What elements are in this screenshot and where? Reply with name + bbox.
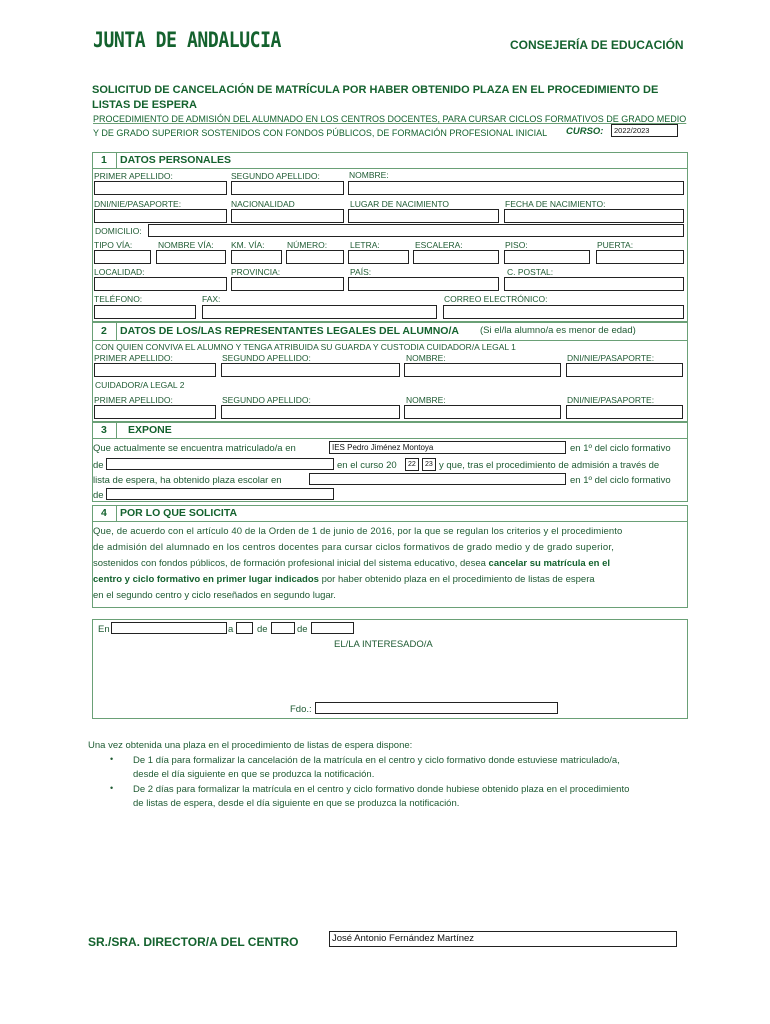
section2-number: 2 bbox=[101, 325, 107, 337]
km-via-label: KM. VÍA: bbox=[231, 240, 265, 250]
guardian1-label: CON QUIEN CONVIVA EL ALUMNO Y TENGA ATRIBUIDA SU GUARDA Y CUSTODIA CUIDADOR/A LEGAL 1 bbox=[95, 342, 516, 352]
nacionalidad-field[interactable] bbox=[231, 209, 344, 223]
lugar-nacimiento-label: LUGAR DE NACIMIENTO bbox=[350, 199, 450, 209]
g2-segundo-apellido-label: SEGUNDO APELLIDO: bbox=[222, 395, 311, 405]
sign-place-field[interactable] bbox=[111, 622, 227, 634]
form-title-line1: SOLICITUD DE CANCELACIÓN DE MATRÍCULA POR HABER OBTENIDO PLAZA EN EL PROCEDIMIENTO DE bbox=[92, 84, 659, 96]
localidad-field[interactable] bbox=[94, 277, 227, 291]
expone-line2-b: en el curso 20 bbox=[337, 460, 397, 471]
segundo-apellido-label: SEGUNDO APELLIDO: bbox=[231, 171, 320, 181]
lugar-nacimiento-field[interactable] bbox=[348, 209, 499, 223]
nacionalidad-label: NACIONALIDAD bbox=[231, 199, 295, 209]
footer-b2-l1: De 2 días para formalizar la matrícula en el centro y ciclo formativo donde hubiese obtenido plaza en el procedimiento bbox=[133, 784, 630, 795]
expone-line3-a: lista de espera, ha obtenido plaza escolar en bbox=[93, 475, 282, 486]
centro-actual-field[interactable]: IES Pedro Jiménez Montoya bbox=[329, 441, 566, 454]
sign-de2-label: de bbox=[297, 624, 308, 635]
g1-nombre-field[interactable] bbox=[404, 363, 561, 377]
g1-dni-field[interactable] bbox=[566, 363, 683, 377]
letra-field[interactable] bbox=[348, 250, 409, 264]
fdo-label: Fdo.: bbox=[290, 704, 312, 715]
numero-field[interactable] bbox=[286, 250, 344, 264]
sign-de1-label: de bbox=[257, 624, 268, 635]
solicita-p5: en el segundo centro y ciclo reseñados en segundo lugar. bbox=[93, 590, 336, 601]
director-label: SR./SRA. DIRECTOR/A DEL CENTRO bbox=[88, 935, 299, 949]
g1-segundo-apellido-label: SEGUNDO APELLIDO: bbox=[222, 353, 311, 363]
solicita-p3-a: sostenidos con fondos públicos, de formación profesional inicial del sistema educativo, desea bbox=[93, 558, 486, 569]
guardian2-label: CUIDADOR/A LEGAL 2 bbox=[95, 380, 185, 390]
bullet-2: • bbox=[110, 783, 114, 793]
primer-apellido-field[interactable] bbox=[94, 181, 227, 195]
year2-field[interactable]: 23 bbox=[422, 458, 436, 471]
ciclo-actual-field[interactable] bbox=[106, 458, 334, 470]
curso-field[interactable]: 2022/2023 bbox=[611, 124, 678, 137]
curso-label: CURSO: bbox=[566, 126, 604, 137]
solicita-p4-a: centro y ciclo formativo en primer lugar indicados bbox=[93, 574, 319, 585]
solicita-p4 bbox=[93, 574, 595, 585]
sign-day-field[interactable] bbox=[236, 622, 253, 634]
fax-field[interactable] bbox=[202, 305, 437, 319]
section2-subtitle: (Si el/la alumno/a es menor de edad) bbox=[480, 325, 636, 336]
section1-title: DATOS PERSONALES bbox=[120, 154, 232, 166]
g2-nombre-field[interactable] bbox=[404, 405, 561, 419]
g2-primer-apellido-label: PRIMER APELLIDO: bbox=[94, 395, 173, 405]
procedure-line2: Y DE GRADO SUPERIOR SOSTENIDOS CON FONDOS PÚBLICOS, DE FORMACIÓN PROFESIONAL INICIAL bbox=[93, 128, 548, 138]
domicilio-label: DOMICILIO: bbox=[95, 226, 142, 236]
g2-dni-field[interactable] bbox=[566, 405, 683, 419]
g2-nombre-label: NOMBRE: bbox=[406, 395, 446, 405]
g1-nombre-label: NOMBRE: bbox=[406, 353, 446, 363]
nombre-via-field[interactable] bbox=[156, 250, 226, 264]
interesado-label: EL/LA INTERESADO/A bbox=[334, 639, 433, 650]
footer-b2-l2: de listas de espera, desde el día siguiente en que se produzca la notificación. bbox=[133, 798, 460, 809]
numero-label: NÚMERO: bbox=[287, 240, 328, 250]
pais-label: PAÍS: bbox=[350, 267, 372, 277]
footer-intro: Una vez obtenida una plaza en el procedimiento de listas de espera dispone: bbox=[88, 740, 413, 751]
g1-segundo-apellido-field[interactable] bbox=[221, 363, 400, 377]
g2-dni-label: DNI/NIE/PASAPORTE: bbox=[567, 395, 655, 405]
expone-line3-b: en 1º del ciclo formativo bbox=[570, 475, 671, 486]
fecha-nacimiento-label: FECHA DE NACIMIENTO: bbox=[505, 199, 606, 209]
telefono-label: TELÉFONO: bbox=[94, 294, 143, 304]
nombre-field[interactable] bbox=[348, 181, 684, 195]
cpostal-field[interactable] bbox=[504, 277, 684, 291]
section3-title: EXPONE bbox=[128, 424, 172, 436]
g1-primer-apellido-label: PRIMER APELLIDO: bbox=[94, 353, 173, 363]
fax-label: FAX: bbox=[202, 294, 221, 304]
bullet-1: • bbox=[110, 754, 114, 764]
procedure-line1: PROCEDIMIENTO DE ADMISIÓN DEL ALUMNADO EN LOS CENTROS DOCENTES, PARA CURSAR CICLOS FORMATIVOS DE GRADO MEDIO bbox=[93, 114, 687, 124]
g1-dni-label: DNI/NIE/PASAPORTE: bbox=[567, 353, 655, 363]
solicita-p4-b: por haber obtenido plaza en el procedimiento de listas de espera bbox=[321, 574, 595, 585]
sign-month-field[interactable] bbox=[271, 622, 295, 634]
correo-field[interactable] bbox=[443, 305, 684, 319]
provincia-field[interactable] bbox=[231, 277, 344, 291]
year1-field[interactable]: 22 bbox=[405, 458, 419, 471]
domicilio-field[interactable] bbox=[148, 224, 684, 237]
sign-en-label: En bbox=[98, 624, 110, 635]
g2-primer-apellido-field[interactable] bbox=[94, 405, 216, 419]
g2-segundo-apellido-field[interactable] bbox=[221, 405, 400, 419]
expone-line2-a: de bbox=[93, 460, 104, 471]
form-title-line2: LISTAS DE ESPERA bbox=[92, 99, 197, 111]
expone-line4-a: de bbox=[93, 490, 104, 501]
sign-a-label: a bbox=[228, 624, 234, 635]
puerta-field[interactable] bbox=[596, 250, 684, 264]
segundo-apellido-field[interactable] bbox=[231, 181, 344, 195]
footer-b1-l1: De 1 día para formalizar la cancelación de la matrícula en el centro y ciclo formativo donde estuviese matriculado/a, bbox=[133, 755, 620, 766]
g1-primer-apellido-field[interactable] bbox=[94, 363, 216, 377]
section1-number: 1 bbox=[101, 154, 107, 166]
dni-field[interactable] bbox=[94, 209, 227, 223]
form-title bbox=[92, 83, 692, 113]
nombre-via-label: NOMBRE VÍA: bbox=[158, 240, 214, 250]
junta-andalucia-logo: JUNTA DE ANDALUCIA bbox=[93, 28, 281, 52]
section-personal-data bbox=[92, 152, 688, 322]
expone-line2-c: y que, tras el procedimiento de admisión a través de bbox=[439, 460, 660, 471]
letra-label: LETRA: bbox=[350, 240, 380, 250]
escalera-label: ESCALERA: bbox=[415, 240, 463, 250]
piso-field[interactable] bbox=[504, 250, 590, 264]
section4-title: POR LO QUE SOLICITA bbox=[120, 507, 238, 519]
section4-number: 4 bbox=[101, 507, 107, 519]
piso-label: PISO: bbox=[505, 240, 528, 250]
solicita-p1: Que, de acuerdo con el artículo 40 de la Orden de 1 de junio de 2016, por la que se regulan los criterios y el procedimiento bbox=[93, 526, 623, 537]
correo-label: CORREO ELECTRÓNICO: bbox=[444, 294, 548, 304]
sign-year-field[interactable] bbox=[311, 622, 354, 634]
ciclo-nuevo-field[interactable] bbox=[106, 488, 334, 500]
fecha-nacimiento-field[interactable] bbox=[504, 209, 684, 223]
escalera-field[interactable] bbox=[413, 250, 499, 264]
provincia-label: PROVINCIA: bbox=[231, 267, 281, 277]
solicita-p3-b: cancelar su matrícula en el bbox=[488, 558, 610, 569]
solicita-p3 bbox=[93, 558, 610, 569]
fdo-field[interactable] bbox=[315, 702, 558, 714]
km-via-field[interactable] bbox=[231, 250, 282, 264]
expone-line1-b: en 1º del ciclo formativo bbox=[570, 443, 671, 454]
dni-label: DNI/NIE/PASAPORTE: bbox=[94, 199, 182, 209]
centro-nuevo-field[interactable] bbox=[309, 473, 566, 485]
footer-b1-l2: desde el día siguiente en que se produzca la notificación. bbox=[133, 769, 375, 780]
pais-field[interactable] bbox=[348, 277, 499, 291]
expone-line1-a: Que actualmente se encuentra matriculado/a en bbox=[93, 443, 296, 454]
localidad-label: LOCALIDAD: bbox=[94, 267, 145, 277]
tipo-via-field[interactable] bbox=[94, 250, 151, 264]
solicita-p2: de admisión del alumnado en los centros docentes para cursar ciclos formativos de grado medio y de grado superior, bbox=[93, 542, 615, 553]
section3-number: 3 bbox=[101, 424, 107, 436]
nombre-label: NOMBRE: bbox=[349, 170, 389, 180]
director-name-field[interactable]: José Antonio Fernández Martínez bbox=[329, 931, 677, 947]
puerta-label: PUERTA: bbox=[597, 240, 634, 250]
tipo-via-label: TIPO VÍA: bbox=[94, 240, 133, 250]
cpostal-label: C. POSTAL: bbox=[507, 267, 554, 277]
telefono-field[interactable] bbox=[94, 305, 196, 319]
section2-title: DATOS DE LOS/LAS REPRESENTANTES LEGALES DEL ALUMNO/A bbox=[120, 325, 459, 337]
consejeria-heading: CONSEJERÍA DE EDUCACIÓN bbox=[510, 38, 684, 52]
primer-apellido-label: PRIMER APELLIDO: bbox=[94, 171, 173, 181]
